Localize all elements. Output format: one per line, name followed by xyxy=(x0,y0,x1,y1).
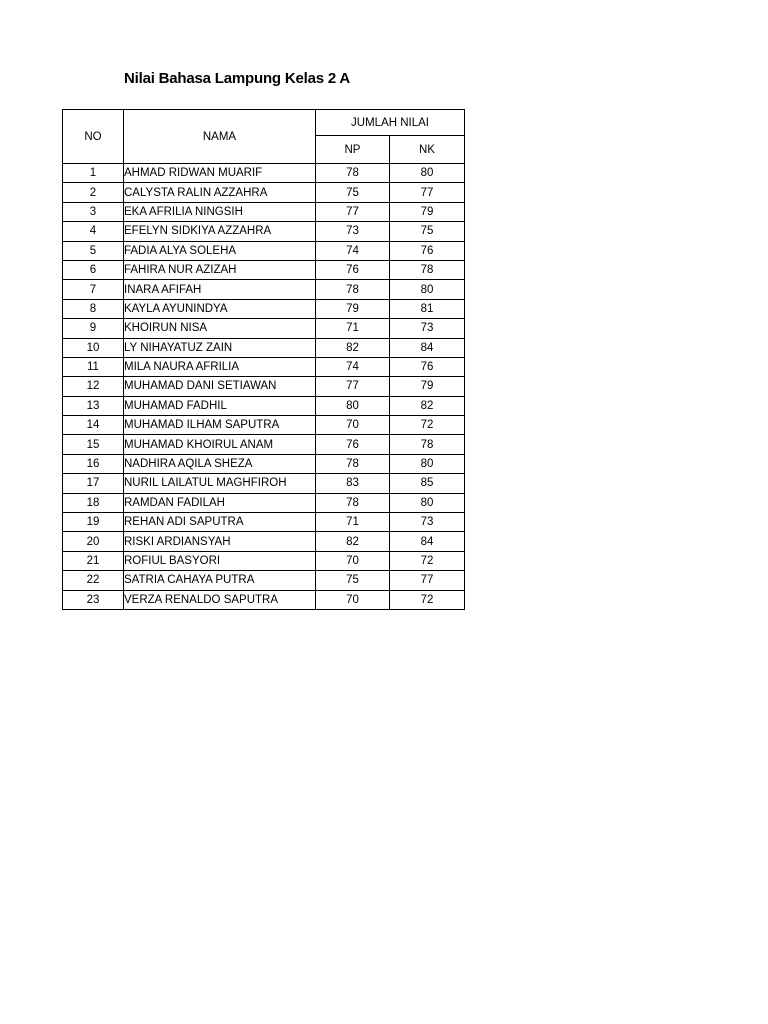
nk-score: 77 xyxy=(390,571,465,590)
np-score: 76 xyxy=(316,435,390,454)
row-number: 7 xyxy=(63,280,124,299)
table-row xyxy=(63,183,465,202)
np-score: 80 xyxy=(316,396,390,415)
row-number: 19 xyxy=(63,513,124,532)
np-score: 70 xyxy=(316,416,390,435)
row-number: 1 xyxy=(63,164,124,183)
np-score: 75 xyxy=(316,571,390,590)
row-number: 12 xyxy=(63,377,124,396)
student-name: INARA AFIFAH xyxy=(124,280,316,299)
table-row xyxy=(63,532,465,551)
table-row xyxy=(63,377,465,396)
table-row xyxy=(63,435,465,454)
np-score: 73 xyxy=(316,222,390,241)
np-score: 71 xyxy=(316,513,390,532)
np-score: 82 xyxy=(316,532,390,551)
row-number: 15 xyxy=(63,435,124,454)
np-score: 76 xyxy=(316,260,390,279)
header-nk: NK xyxy=(390,136,465,164)
table-row xyxy=(63,590,465,609)
header-no: NO xyxy=(63,110,124,164)
np-score: 79 xyxy=(316,299,390,318)
row-number: 21 xyxy=(63,551,124,570)
row-number: 16 xyxy=(63,454,124,473)
nk-score: 80 xyxy=(390,280,465,299)
np-score: 70 xyxy=(316,551,390,570)
np-score: 78 xyxy=(316,164,390,183)
student-name: KHOIRUN NISA xyxy=(124,319,316,338)
student-name: REHAN ADI SAPUTRA xyxy=(124,513,316,532)
np-score: 78 xyxy=(316,280,390,299)
table-row xyxy=(63,299,465,318)
table-header xyxy=(63,110,465,164)
nk-score: 73 xyxy=(390,513,465,532)
student-name: MUHAMAD KHOIRUL ANAM xyxy=(124,435,316,454)
table-row xyxy=(63,571,465,590)
student-name: ROFIUL BASYORI xyxy=(124,551,316,570)
table-row xyxy=(63,396,465,415)
table-row xyxy=(63,319,465,338)
np-score: 77 xyxy=(316,377,390,396)
table-body xyxy=(63,164,465,610)
np-score: 78 xyxy=(316,454,390,473)
row-number: 14 xyxy=(63,416,124,435)
nk-score: 72 xyxy=(390,416,465,435)
nk-score: 78 xyxy=(390,435,465,454)
row-number: 22 xyxy=(63,571,124,590)
nk-score: 81 xyxy=(390,299,465,318)
student-name: NURIL LAILATUL MAGHFIROH xyxy=(124,474,316,493)
nk-score: 72 xyxy=(390,551,465,570)
nk-score: 85 xyxy=(390,474,465,493)
page-title: Nilai Bahasa Lampung Kelas 2 A xyxy=(124,70,351,87)
student-name: MUHAMAD ILHAM SAPUTRA xyxy=(124,416,316,435)
student-name: FADIA ALYA SOLEHA xyxy=(124,241,316,260)
table-row xyxy=(63,493,465,512)
row-number: 17 xyxy=(63,474,124,493)
header-jumlah-nilai: JUMLAH NILAI xyxy=(316,110,465,136)
row-number: 23 xyxy=(63,590,124,609)
student-name: CALYSTA RALIN AZZAHRA xyxy=(124,183,316,202)
table-row xyxy=(63,416,465,435)
student-name: RAMDAN FADILAH xyxy=(124,493,316,512)
nk-score: 82 xyxy=(390,396,465,415)
student-name: EFELYN SIDKIYA AZZAHRA xyxy=(124,222,316,241)
student-name: RISKI ARDIANSYAH xyxy=(124,532,316,551)
row-number: 10 xyxy=(63,338,124,357)
table-row xyxy=(63,164,465,183)
np-score: 82 xyxy=(316,338,390,357)
student-name: LY NIHAYATUZ ZAIN xyxy=(124,338,316,357)
table-row xyxy=(63,474,465,493)
row-number: 8 xyxy=(63,299,124,318)
np-score: 71 xyxy=(316,319,390,338)
nk-score: 72 xyxy=(390,590,465,609)
student-name: EKA AFRILIA NINGSIH xyxy=(124,202,316,221)
student-name: SATRIA CAHAYA PUTRA xyxy=(124,571,316,590)
nk-score: 73 xyxy=(390,319,465,338)
np-score: 78 xyxy=(316,493,390,512)
nk-score: 84 xyxy=(390,338,465,357)
np-score: 70 xyxy=(316,590,390,609)
student-name: MUHAMAD DANI SETIAWAN xyxy=(124,377,316,396)
row-number: 11 xyxy=(63,357,124,376)
student-name: MUHAMAD FADHIL xyxy=(124,396,316,415)
grades-table xyxy=(62,109,465,610)
np-score: 77 xyxy=(316,202,390,221)
table-row xyxy=(63,241,465,260)
np-score: 83 xyxy=(316,474,390,493)
nk-score: 80 xyxy=(390,164,465,183)
row-number: 4 xyxy=(63,222,124,241)
nk-score: 80 xyxy=(390,454,465,473)
table-row xyxy=(63,260,465,279)
nk-score: 79 xyxy=(390,202,465,221)
nk-score: 77 xyxy=(390,183,465,202)
nk-score: 76 xyxy=(390,241,465,260)
student-name: MILA NAURA AFRILIA xyxy=(124,357,316,376)
row-number: 20 xyxy=(63,532,124,551)
row-number: 3 xyxy=(63,202,124,221)
table-row xyxy=(63,551,465,570)
table-row xyxy=(63,513,465,532)
header-np: NP xyxy=(316,136,390,164)
np-score: 74 xyxy=(316,357,390,376)
student-name: FAHIRA NUR AZIZAH xyxy=(124,260,316,279)
header-nama: NAMA xyxy=(124,110,316,164)
nk-score: 79 xyxy=(390,377,465,396)
row-number: 18 xyxy=(63,493,124,512)
table-row xyxy=(63,454,465,473)
nk-score: 75 xyxy=(390,222,465,241)
nk-score: 84 xyxy=(390,532,465,551)
table-row xyxy=(63,202,465,221)
row-number: 5 xyxy=(63,241,124,260)
np-score: 75 xyxy=(316,183,390,202)
student-name: AHMAD RIDWAN MUARIF xyxy=(124,164,316,183)
table-row xyxy=(63,280,465,299)
student-name: KAYLA AYUNINDYA xyxy=(124,299,316,318)
table-row xyxy=(63,222,465,241)
nk-score: 80 xyxy=(390,493,465,512)
table-row xyxy=(63,357,465,376)
row-number: 13 xyxy=(63,396,124,415)
student-name: VERZA RENALDO SAPUTRA xyxy=(124,590,316,609)
table-row xyxy=(63,338,465,357)
row-number: 9 xyxy=(63,319,124,338)
nk-score: 76 xyxy=(390,357,465,376)
nk-score: 78 xyxy=(390,260,465,279)
row-number: 6 xyxy=(63,260,124,279)
student-name: NADHIRA AQILA SHEZA xyxy=(124,454,316,473)
row-number: 2 xyxy=(63,183,124,202)
np-score: 74 xyxy=(316,241,390,260)
